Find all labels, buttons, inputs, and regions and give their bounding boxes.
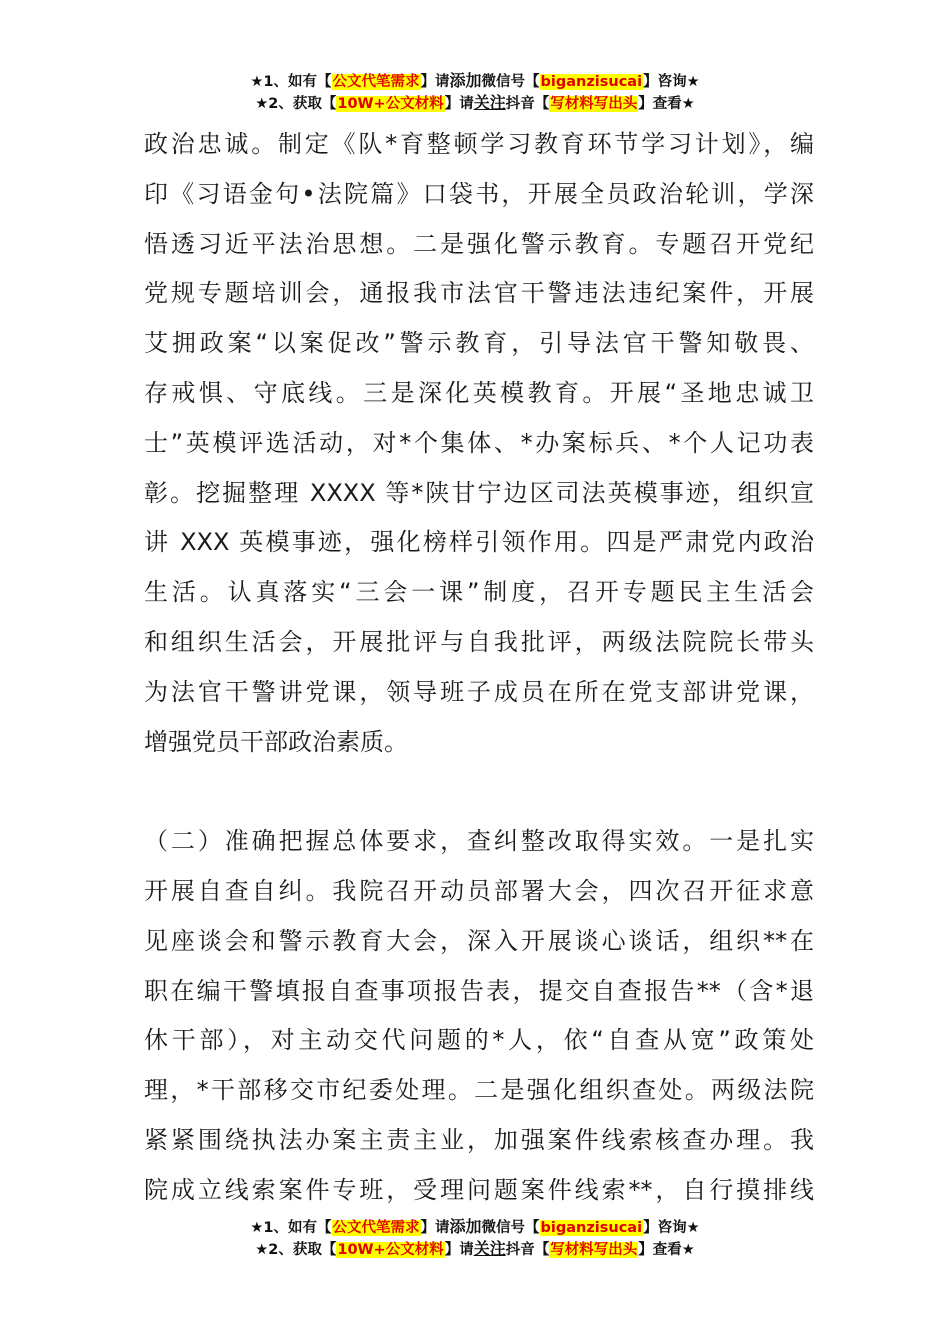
- banner-highlight: 10W+公文材料: [337, 96, 444, 112]
- banner-highlight-douyin-id: 写材料写出头: [550, 96, 638, 112]
- text-line: 艾拥政案“以案促改”警示教育，引导法官干警知敬畏、: [144, 329, 814, 358]
- text-line: 悟透习近平法治思想。二是强化警示教育。专题召开党纪: [144, 229, 814, 258]
- banner-text: 】查看★: [638, 96, 695, 112]
- footer-banner: [0, 1216, 950, 1260]
- banner-text: ★1、如有【: [250, 74, 332, 90]
- text-line: 和组织生活会，开展批评与自我批评，两级法院院长带头: [144, 627, 814, 656]
- banner-highlight-wechat-id: biganzisucai: [540, 1220, 643, 1236]
- paragraph-1: [144, 120, 814, 767]
- banner-highlight-douyin-id: 写材料写出头: [550, 1242, 638, 1258]
- banner-text: 关注: [473, 93, 506, 112]
- paragraph-gap: [144, 767, 814, 817]
- header-banner: [0, 70, 950, 114]
- banner-text: 】咨询★: [643, 1220, 700, 1236]
- banner-text: ★1、如有【: [250, 1220, 332, 1236]
- banner-text: ★2、获取【: [255, 1242, 337, 1258]
- text-line: 开展自查自纠。我院召开动员部署大会，四次召开征求意: [144, 876, 814, 905]
- text-line: 休干部），对主动交代问题的*人，依“自查从宽”政策处: [144, 1026, 814, 1055]
- banner-highlight: 10W+公文材料: [337, 1242, 444, 1258]
- text-line: 院成立线索案件专班，受理问题案件线索**，自行摸排线: [144, 1175, 814, 1204]
- banner-text: 微信号【: [481, 1220, 540, 1236]
- banner-text: 添加: [449, 71, 482, 90]
- text-line: 见座谈会和警示教育大会，深入开展谈心谈话，组织**在: [144, 926, 814, 955]
- banner-text: 关注: [473, 1239, 506, 1258]
- text-line: 增强党员干部政治素质。: [144, 727, 408, 756]
- banner-line-2: [0, 92, 950, 114]
- text-line: 士”英模评选活动，对*个集体、*办案标兵、*个人记功表: [144, 428, 814, 457]
- banner-highlight: 公文代笔需求: [332, 1220, 420, 1236]
- text-line: 为法官干警讲党课，领导班子成员在所在党支部讲党课，: [144, 677, 814, 706]
- text-line: 党规专题培训会，通报我市法官干警违法违纪案件，开展: [144, 279, 814, 308]
- text-line: 政治忠诚。制定《队*育整顿学习教育环节学习计划》，编: [144, 130, 814, 158]
- banner-text: 】查看★: [638, 1242, 695, 1258]
- banner-line-1: [0, 70, 950, 92]
- banner-text: 】请: [444, 1242, 474, 1258]
- banner-text: 】请: [420, 74, 450, 90]
- banner-text: 】请: [444, 96, 474, 112]
- text-line: 讲 XXX 英模事迹，强化榜样引领作用。四是严肃党内政治: [144, 528, 814, 557]
- text-line: （二）准确把握总体要求，查纠整改取得实效。一是扎实: [144, 827, 814, 856]
- text-line: 紧紧围绕执法办案主责主业，加强案件线索核查办理。我: [144, 1125, 814, 1154]
- banner-text: 】咨询★: [643, 74, 700, 90]
- banner-text: 】请: [420, 1220, 450, 1236]
- text-line: 职在编干警填报自查事项报告表，提交自查报告**（含*退: [144, 976, 814, 1005]
- banner-line-2: [0, 1238, 950, 1260]
- text-line: 存戒惧、守底线。三是深化英模教育。开展“圣地忠诚卫: [144, 378, 814, 407]
- text-line: 理，*干部移交市纪委处理。二是强化组织查处。两级法院: [144, 1076, 814, 1105]
- banner-text: ★2、获取【: [255, 96, 337, 112]
- paragraph-2: [144, 817, 814, 1215]
- banner-highlight: 公文代笔需求: [332, 74, 420, 90]
- banner-line-1: [0, 1216, 950, 1238]
- document-body: [144, 120, 814, 1216]
- text-line: 彰。挖掘整理 XXXX 等*陕甘宁边区司法英模事迹，组织宣: [144, 478, 814, 507]
- banner-highlight-wechat-id: biganzisucai: [540, 74, 643, 90]
- text-line: 生活。认真落实“三会一课”制度，召开专题民主生活会: [144, 578, 814, 607]
- banner-text: 添加: [449, 1217, 482, 1236]
- text-line: 印《习语金句•法院篇》口袋书，开展全员政治轮训，学深: [144, 179, 814, 208]
- banner-text: 抖音【: [505, 1242, 550, 1258]
- banner-text: 微信号【: [481, 74, 540, 90]
- banner-text: 抖音【: [505, 96, 550, 112]
